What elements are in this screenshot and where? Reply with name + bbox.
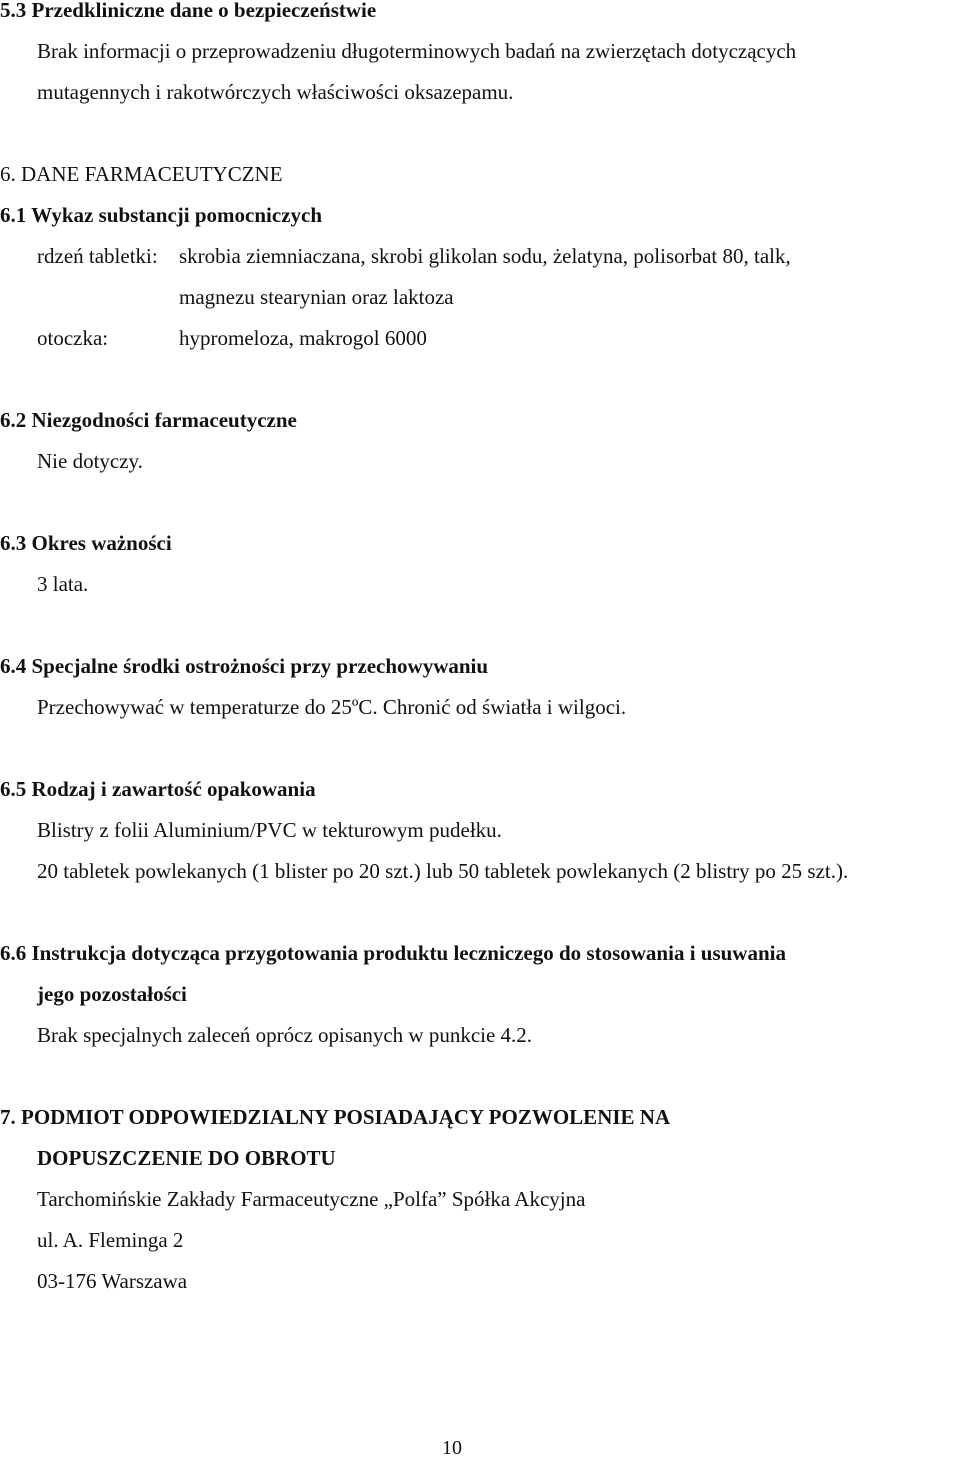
coating-excipients: hypromeloza, makrogol 6000: [179, 326, 427, 350]
section-7-heading-line-2: DOPUSZCZENIE DO OBROTU: [37, 1146, 336, 1170]
section-6-2-heading: 6.2 Niezgodności farmaceutyczne: [0, 408, 297, 432]
page-number: 10: [442, 1437, 462, 1459]
section-6-6-heading-line-2: jego pozostałości: [37, 982, 187, 1006]
section-5-3-text-line-2: mutagennych i rakotwórczych właściwości oksazepamu.: [37, 80, 514, 104]
section-7-heading-line-1: 7. PODMIOT ODPOWIEDZIALNY POSIADAJĄCY POZWOLENIE NA: [0, 1105, 671, 1129]
section-6-heading: 6. DANE FARMACEUTYCZNE: [0, 162, 283, 186]
core-excipients-line-1: skrobia ziemniaczana, skrobi glikolan sodu, żelatyna, polisorbat 80, talk,: [179, 244, 791, 268]
section-6-5-text-line-1: Blistry z folii Aluminium/PVC w tekturowym pudełku.: [37, 818, 502, 842]
section-6-5-heading: 6.5 Rodzaj i zawartość opakowania: [0, 777, 316, 801]
section-6-5-text-line-2: 20 tabletek powlekanych (1 blister po 20 szt.) lub 50 tabletek powlekanych (2 blistry po 25 szt.).: [37, 859, 849, 883]
core-excipients-line-2: magnezu stearynian oraz laktoza: [179, 285, 454, 309]
coating-label: otoczka:: [37, 326, 109, 350]
section-6-1-heading: 6.1 Wykaz substancji pomocniczych: [0, 203, 323, 227]
section-6-6-text: Brak specjalnych zaleceń oprócz opisanych w punkcie 4.2.: [37, 1023, 533, 1047]
section-5-3-heading: 5.3 Przedkliniczne dane o bezpieczeństwie: [0, 0, 377, 22]
section-6-4-text: Przechowywać w temperaturze do 25ºC. Chronić od światła i wilgoci.: [37, 695, 627, 719]
section-6-4-heading: 6.4 Specjalne środki ostrożności przy przechowywaniu: [0, 654, 489, 678]
section-6-3-heading: 6.3 Okres ważności: [0, 531, 172, 555]
company-street: ul. A. Fleminga 2: [37, 1228, 184, 1252]
section-6-6-heading-line-1: 6.6 Instrukcja dotycząca przygotowania produktu leczniczego do stosowania i usuwania: [0, 941, 786, 965]
company-name: Tarchomińskie Zakłady Farmaceutyczne „Polfa” Spółka Akcyjna: [37, 1187, 586, 1211]
core-label: rdzeń tabletki:: [37, 244, 158, 268]
company-city: 03-176 Warszawa: [37, 1269, 188, 1293]
section-6-3-text: 3 lata.: [37, 572, 89, 596]
section-5-3-text-line-1: Brak informacji o przeprowadzeniu długoterminowych badań na zwierzętach dotyczących: [37, 39, 797, 63]
section-6-2-text: Nie dotyczy.: [37, 449, 143, 473]
